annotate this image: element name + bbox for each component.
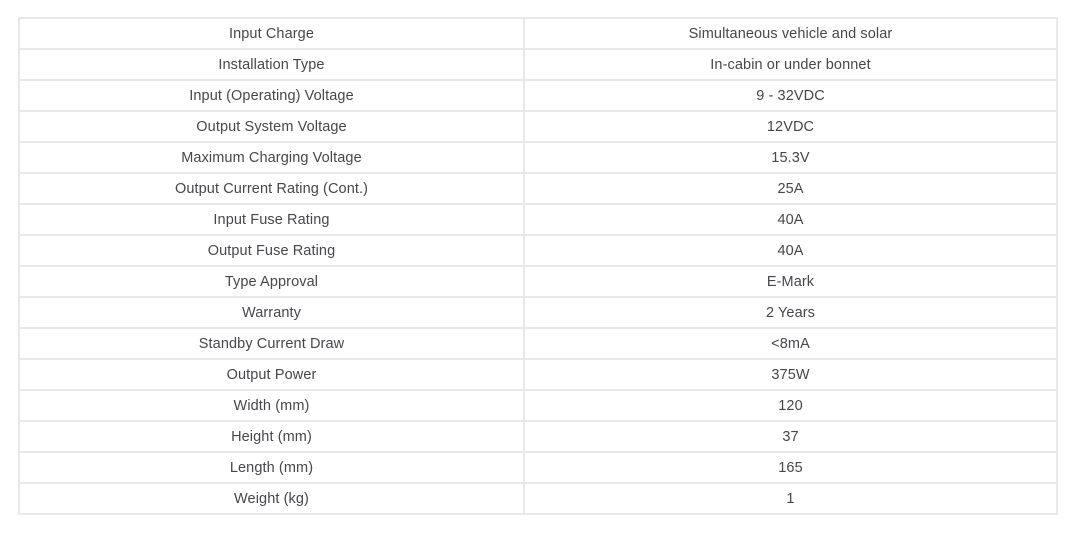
spec-value: 15.3V <box>524 142 1057 173</box>
table-row <box>19 483 1057 514</box>
spec-label: Input Charge <box>19 18 524 49</box>
spec-value: 37 <box>524 421 1057 452</box>
table-row <box>19 390 1057 421</box>
spec-table-body <box>19 18 1057 514</box>
spec-value: 25A <box>524 173 1057 204</box>
spec-label: Input Fuse Rating <box>19 204 524 235</box>
spec-table <box>18 17 1058 515</box>
spec-label: Output Fuse Rating <box>19 235 524 266</box>
spec-label: Maximum Charging Voltage <box>19 142 524 173</box>
table-row <box>19 80 1057 111</box>
spec-label: Warranty <box>19 297 524 328</box>
spec-label: Installation Type <box>19 49 524 80</box>
table-row <box>19 297 1057 328</box>
spec-value: 1 <box>524 483 1057 514</box>
spec-label: Height (mm) <box>19 421 524 452</box>
spec-label: Weight (kg) <box>19 483 524 514</box>
table-row <box>19 111 1057 142</box>
table-row <box>19 49 1057 80</box>
spec-label: Output System Voltage <box>19 111 524 142</box>
table-row <box>19 235 1057 266</box>
spec-value: 120 <box>524 390 1057 421</box>
table-row <box>19 173 1057 204</box>
table-row <box>19 452 1057 483</box>
spec-value: 2 Years <box>524 297 1057 328</box>
spec-value: E-Mark <box>524 266 1057 297</box>
table-row <box>19 204 1057 235</box>
spec-label: Type Approval <box>19 266 524 297</box>
spec-table-container <box>18 17 1056 515</box>
spec-value: 12VDC <box>524 111 1057 142</box>
table-row <box>19 328 1057 359</box>
table-row <box>19 359 1057 390</box>
table-row <box>19 18 1057 49</box>
table-row <box>19 266 1057 297</box>
spec-label: Length (mm) <box>19 452 524 483</box>
spec-label: Standby Current Draw <box>19 328 524 359</box>
table-row <box>19 142 1057 173</box>
table-row <box>19 421 1057 452</box>
spec-value: 40A <box>524 204 1057 235</box>
spec-label: Input (Operating) Voltage <box>19 80 524 111</box>
spec-value: 165 <box>524 452 1057 483</box>
spec-value: 40A <box>524 235 1057 266</box>
spec-value: 375W <box>524 359 1057 390</box>
spec-label: Output Current Rating (Cont.) <box>19 173 524 204</box>
spec-value: Simultaneous vehicle and solar <box>524 18 1057 49</box>
spec-label: Width (mm) <box>19 390 524 421</box>
spec-value: <8mA <box>524 328 1057 359</box>
spec-value: 9 - 32VDC <box>524 80 1057 111</box>
spec-value: In-cabin or under bonnet <box>524 49 1057 80</box>
spec-label: Output Power <box>19 359 524 390</box>
